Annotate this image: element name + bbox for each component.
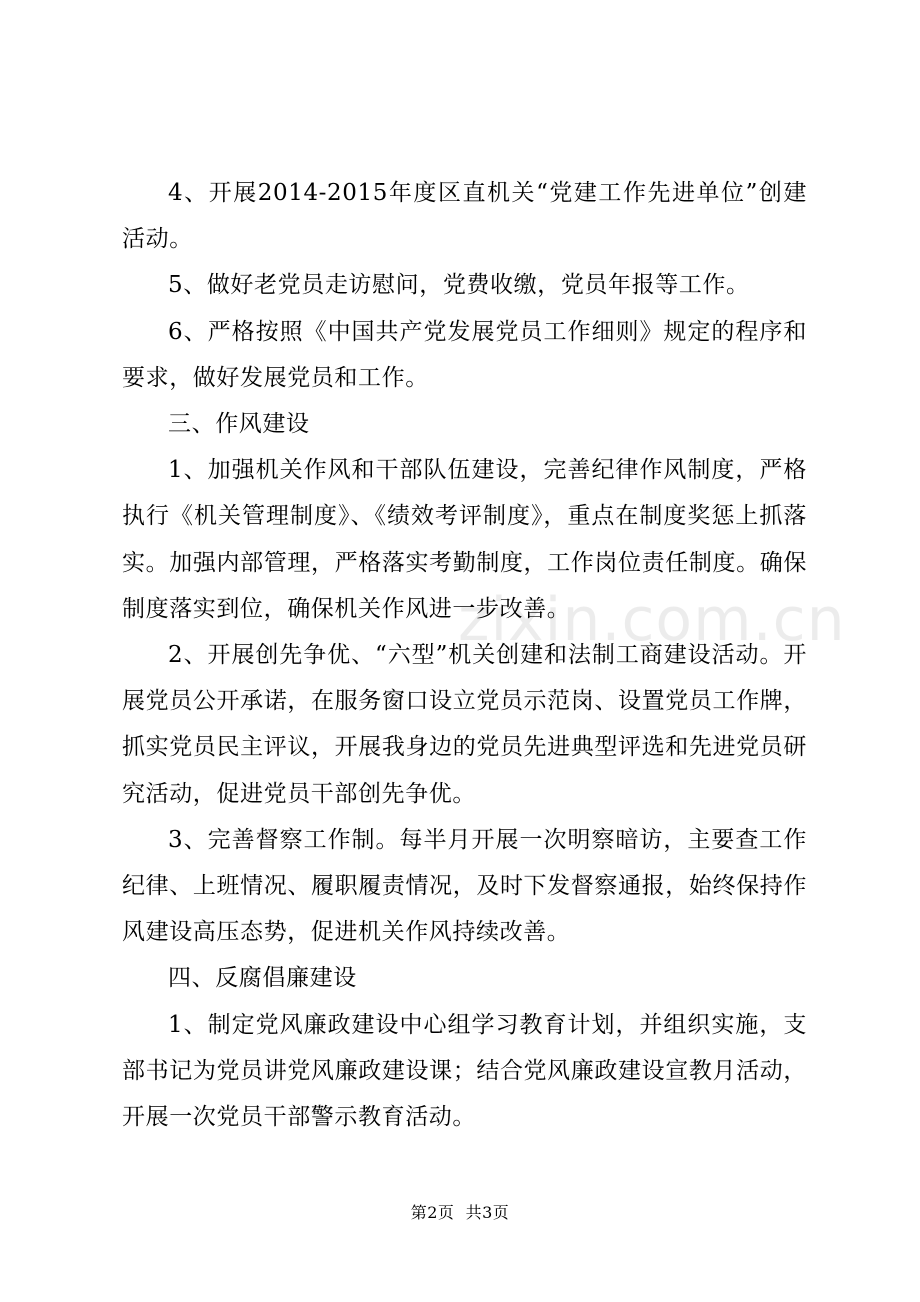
paragraph-item-5-visits: 5、做好老党员走访慰问，党费收缴，党员年报等工作。: [168, 272, 750, 299]
section-heading-work-style: 三、作风建设: [168, 411, 310, 438]
paragraph-anti-corruption-1: 1、制定党风廉政建设中心组学习教育计划，并组织实施，支部书记为党员讲党风廉政建设课；结合党风廉政建设宣教月活动，开展一次党员干部警示教育活动。: [122, 1011, 807, 1131]
section-heading-anti-corruption: 四、反腐倡廉建设: [168, 965, 357, 992]
page-footer: 第2页 共3页: [410, 1203, 510, 1222]
watermark: zixin.com.cn: [458, 585, 846, 655]
paragraph-work-style-2: 2、开展创先争优、“六型”机关创建和法制工商建设活动。开展党员公开承诺，在服务窗口设立党员示范岗、设置党员工作牌，抓实党员民主评议，开展我身边的党员先进典型评选和先进党员研究活动，促进党员干部创先争优。: [122, 642, 807, 807]
paragraph-work-style-3: 3、完善督察工作制。每半月开展一次明察暗访，主要查工作纪律、上班情况、履职履责情况，及时下发督察通报，始终保持作风建设高压态势，促进机关作风持续改善。: [122, 826, 807, 946]
document-body: [122, 170, 807, 1140]
paragraph-work-style-1: 1、加强机关作风和干部队伍建设，完善纪律作风制度，严格执行《机关管理制度》、《绩效考评制度》，重点在制度奖惩上抓落实。加强内部管理，严格落实考勤制度，工作岗位责任制度。确保制度落实到位，确保机关作风进一步改善。: [122, 457, 807, 622]
paragraph-item-6-regulations: 6、严格按照《中国共产党发展党员工作细则》规定的程序和要求，做好发展党员和工作。: [122, 318, 807, 391]
paragraph-item-4-activity: 4、开展2014-2015年度区直机关“党建工作先进单位”创建活动。: [122, 180, 807, 253]
